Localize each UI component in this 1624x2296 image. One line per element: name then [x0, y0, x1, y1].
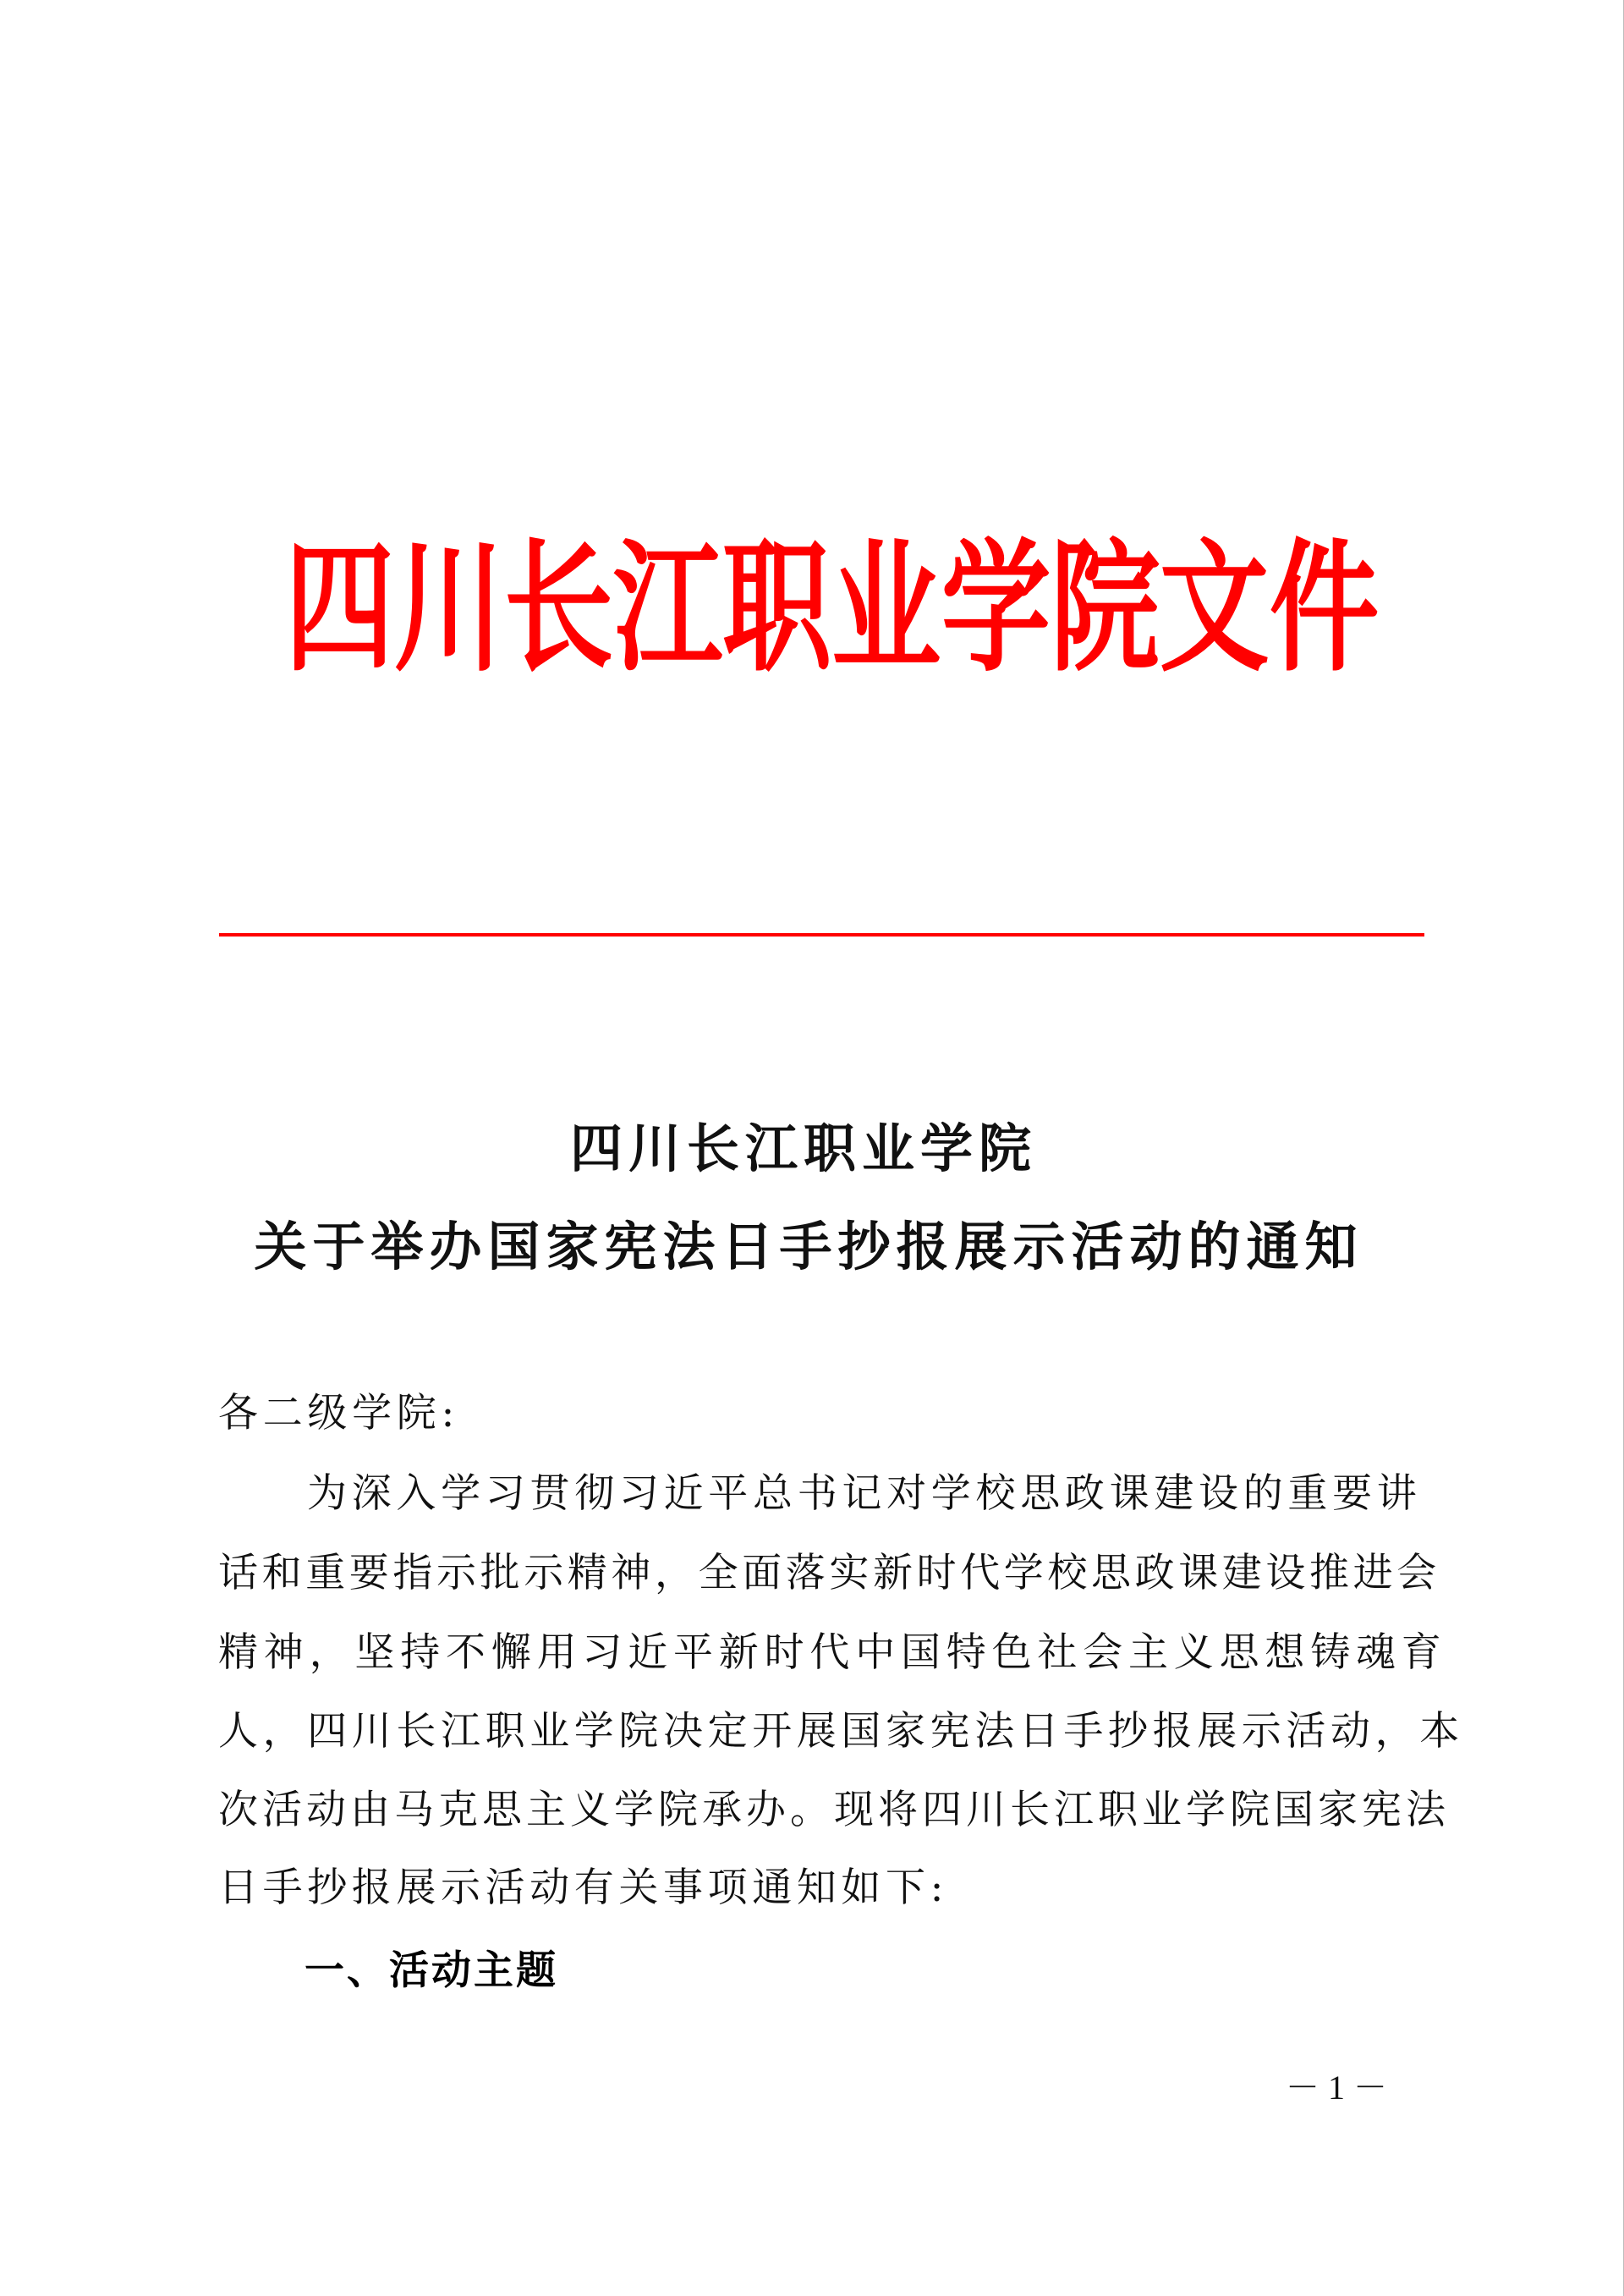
masthead-char: 院: [1050, 524, 1160, 691]
masthead-title: [272, 523, 1379, 692]
masthead-char: 川: [394, 524, 504, 691]
body-paragraph-line: 话和重要指示批示精神，全面落实新时代学校思政课建设推进会: [218, 1550, 1440, 1596]
salutation: 各二级学院:: [218, 1390, 460, 1436]
masthead-char: 职: [722, 524, 832, 691]
body-paragraph-line: 为深入学习贯彻习近平总书记对学校思政课建设的重要讲: [307, 1470, 1422, 1517]
page-number: － 1 －: [1286, 2068, 1387, 2106]
body-paragraph-line: 次活动由马克思主义学院承办。现将四川长江职业学院国家宪法: [218, 1787, 1450, 1833]
masthead-char: 学: [941, 524, 1051, 691]
masthead-char: 业: [831, 524, 941, 691]
notice-heading-institution: 四川长江职业学院: [569, 1118, 1037, 1179]
masthead-char: 江: [612, 524, 723, 691]
red-separator-rule: [219, 933, 1424, 937]
body-paragraph-line: 人，四川长江职业学院决定开展国家宪法日手抄报展示活动，本: [218, 1708, 1464, 1755]
masthead-char: 四: [284, 524, 395, 691]
body-paragraph-line: 精神，坚持不懈用习近平新时代中国特色社会主义思想铸魂育: [218, 1629, 1447, 1676]
section-heading-activity-theme: 一、活动主题: [304, 1947, 558, 1994]
masthead-char: 文: [1160, 524, 1270, 691]
notice-heading-subject: 关于举办国家宪法日手抄报展示活动的通知: [254, 1216, 1363, 1277]
body-paragraph-line: 日手抄报展示活动有关事项通知如下:: [218, 1865, 949, 1911]
masthead-char: 件: [1269, 524, 1379, 691]
masthead-char: 长: [503, 524, 613, 691]
